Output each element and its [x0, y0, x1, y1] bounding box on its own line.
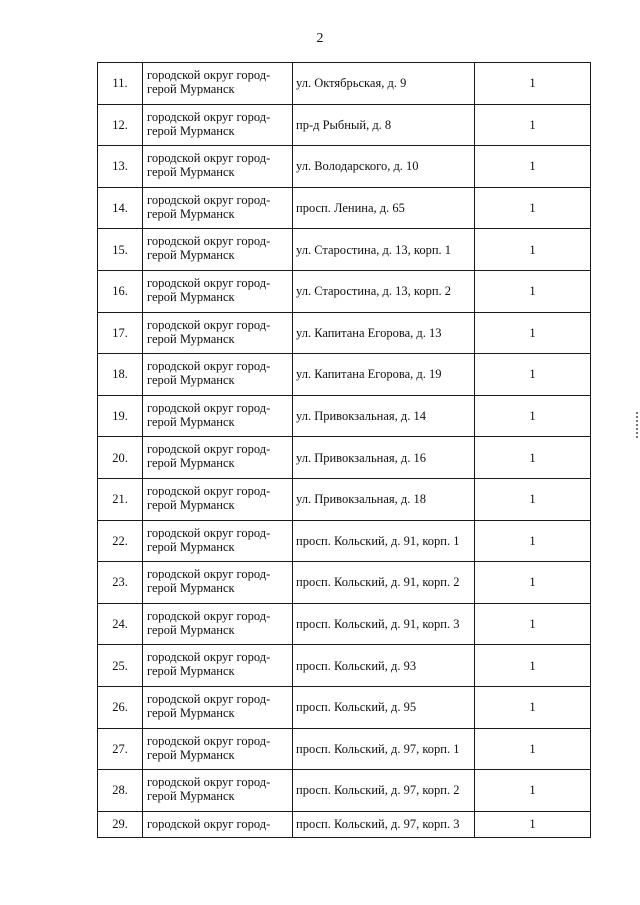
address-text: пр-д Рыбный, д. 8 [296, 117, 392, 132]
table-row [98, 645, 591, 687]
district-cell [143, 686, 293, 728]
district-text: городской округ город- герой Мурманск [147, 442, 271, 471]
district-text: городской округ город- герой Мурманск [147, 317, 271, 346]
row-number-cell [98, 562, 143, 604]
scan-artifact [636, 412, 638, 438]
table-row [98, 437, 591, 479]
table-row [98, 770, 591, 812]
address-text: просп. Кольский, д. 97, корп. 1 [296, 741, 460, 756]
table-row [98, 686, 591, 728]
district-cell [143, 478, 293, 520]
address-text: ул. Капитана Егорова, д. 19 [296, 367, 442, 382]
district-text: городской округ город- герой Мурманск [147, 650, 271, 679]
district-text: городской округ город- герой Мурманск [147, 192, 271, 221]
row-number-cell [98, 645, 143, 687]
address-text: ул. Привокзальная, д. 16 [296, 450, 427, 465]
district-text: городской округ город- герой Мурманск [147, 359, 271, 388]
district-cell [143, 520, 293, 562]
district-text: городской округ город- герой Мурманск [147, 608, 271, 637]
row-number-cell [98, 811, 143, 837]
row-number-cell [98, 354, 143, 396]
district-cell [143, 146, 293, 188]
address-cell [293, 520, 475, 562]
table-row [98, 187, 591, 229]
count-cell [475, 645, 591, 687]
count-cell [475, 728, 591, 770]
address-text: ул. Старостина, д. 13, корп. 2 [296, 284, 452, 299]
table-row [98, 146, 591, 188]
row-number-cell [98, 686, 143, 728]
district-cell [143, 270, 293, 312]
address-text: ул. Привокзальная, д. 14 [296, 409, 427, 424]
count-text: 1 [529, 492, 536, 507]
count-text: 1 [529, 325, 536, 340]
row-number-cell [98, 187, 143, 229]
address-cell [293, 312, 475, 354]
row-number-text: 26. [112, 700, 128, 715]
district-text: городской округ город- герой Мурманск [147, 733, 271, 762]
count-text: 1 [529, 741, 536, 756]
district-text: городской округ город- герой Мурманск [147, 109, 271, 138]
count-text: 1 [529, 575, 536, 590]
district-text: городской округ город- герой Мурманск [147, 275, 271, 304]
table-row [98, 478, 591, 520]
address-text: ул. Старостина, д. 13, корп. 1 [296, 242, 452, 257]
count-text: 1 [529, 658, 536, 673]
row-number-text: 20. [112, 450, 128, 465]
table-row [98, 312, 591, 354]
row-number-cell [98, 437, 143, 479]
table-row [98, 811, 591, 837]
address-cell [293, 811, 475, 837]
row-number-cell [98, 63, 143, 105]
row-number-text: 17. [112, 325, 128, 340]
row-number-cell [98, 146, 143, 188]
row-number-cell [98, 395, 143, 437]
address-cell [293, 63, 475, 105]
district-cell [143, 187, 293, 229]
row-number-cell [98, 478, 143, 520]
address-text: просп. Кольский, д. 95 [296, 700, 417, 715]
table-row [98, 562, 591, 604]
address-cell [293, 603, 475, 645]
count-text: 1 [529, 700, 536, 715]
address-cell [293, 478, 475, 520]
row-number-cell [98, 520, 143, 562]
table-row [98, 270, 591, 312]
count-cell [475, 312, 591, 354]
address-cell [293, 728, 475, 770]
count-cell [475, 63, 591, 105]
address-table-body [98, 63, 591, 838]
count-text: 1 [529, 242, 536, 257]
count-text: 1 [529, 76, 536, 91]
district-cell [143, 645, 293, 687]
row-number-text: 11. [112, 76, 128, 91]
district-text: городской округ город- герой Мурманск [147, 68, 271, 96]
row-number-cell [98, 770, 143, 812]
address-text: ул. Привокзальная, д. 18 [296, 492, 427, 507]
address-table [97, 62, 591, 838]
row-number-text: 19. [112, 409, 128, 424]
address-text: просп. Кольский, д. 93 [296, 658, 417, 673]
address-cell [293, 187, 475, 229]
district-text: городской округ город- герой Мурманск [147, 151, 271, 180]
address-text: просп. Кольский, д. 91, корп. 3 [296, 617, 460, 632]
count-cell [475, 146, 591, 188]
district-cell [143, 562, 293, 604]
row-number-text: 16. [112, 284, 128, 299]
row-number-text: 27. [112, 741, 128, 756]
address-cell [293, 395, 475, 437]
address-text: просп. Кольский, д. 91, корп. 2 [296, 575, 460, 590]
count-cell [475, 686, 591, 728]
district-cell [143, 728, 293, 770]
district-cell [143, 104, 293, 146]
district-text: городской округ город- герой Мурманск [147, 234, 271, 263]
row-number-cell [98, 270, 143, 312]
count-text: 1 [529, 533, 536, 548]
count-cell [475, 562, 591, 604]
count-cell [475, 270, 591, 312]
table-row [98, 728, 591, 770]
count-text: 1 [529, 817, 536, 832]
count-cell [475, 187, 591, 229]
count-text: 1 [529, 783, 536, 798]
row-number-text: 15. [112, 242, 128, 257]
address-text: просп. Кольский, д. 91, корп. 1 [296, 533, 460, 548]
district-cell [143, 770, 293, 812]
address-text: просп. Ленина, д. 65 [296, 201, 405, 216]
row-number-cell [98, 603, 143, 645]
address-cell [293, 270, 475, 312]
table-row [98, 395, 591, 437]
address-cell [293, 104, 475, 146]
count-text: 1 [529, 201, 536, 216]
district-text: городской округ город- герой Мурманск [147, 567, 271, 596]
district-text: городской округ город- герой Мурманск [147, 400, 271, 429]
district-cell [143, 312, 293, 354]
row-number-text: 21. [112, 492, 128, 507]
page-number: 2 [316, 31, 324, 46]
count-cell [475, 229, 591, 271]
row-number-cell [98, 104, 143, 146]
count-cell [475, 811, 591, 837]
row-number-text: 24. [112, 617, 128, 632]
address-cell [293, 645, 475, 687]
count-cell [475, 770, 591, 812]
address-text: просп. Кольский, д. 97, корп. 3 [296, 817, 460, 832]
row-number-text: 23. [112, 575, 128, 590]
count-text: 1 [529, 284, 536, 299]
count-cell [475, 478, 591, 520]
table-row [98, 229, 591, 271]
address-cell [293, 770, 475, 812]
district-cell [143, 395, 293, 437]
table-row [98, 63, 591, 105]
district-cell [143, 811, 293, 837]
count-cell [475, 354, 591, 396]
count-cell [475, 437, 591, 479]
district-cell [143, 229, 293, 271]
address-cell [293, 229, 475, 271]
district-text: городской округ город- герой Мурманск [147, 775, 271, 804]
row-number-text: 25. [112, 658, 128, 673]
address-cell [293, 562, 475, 604]
row-number-text: 29. [112, 817, 128, 832]
district-text: городской округ город- герой Мурманск [147, 483, 271, 512]
address-text: просп. Кольский, д. 97, корп. 2 [296, 783, 460, 798]
row-number-text: 13. [112, 159, 128, 174]
address-cell [293, 686, 475, 728]
district-text: городской округ город- герой Мурманск [147, 525, 271, 554]
table-row [98, 104, 591, 146]
district-text: городской округ город- [147, 817, 271, 832]
district-cell [143, 603, 293, 645]
row-number-text: 28. [112, 783, 128, 798]
count-cell [475, 395, 591, 437]
address-cell [293, 354, 475, 396]
table-row [98, 603, 591, 645]
count-text: 1 [529, 617, 536, 632]
table-row [98, 520, 591, 562]
row-number-text: 12. [112, 117, 128, 132]
count-text: 1 [529, 159, 536, 174]
count-cell [475, 104, 591, 146]
address-cell [293, 437, 475, 479]
row-number-text: 22. [112, 533, 128, 548]
table-row [98, 354, 591, 396]
row-number-cell [98, 229, 143, 271]
row-number-cell [98, 312, 143, 354]
count-text: 1 [529, 450, 536, 465]
address-cell [293, 146, 475, 188]
count-text: 1 [529, 367, 536, 382]
count-text: 1 [529, 409, 536, 424]
row-number-cell [98, 728, 143, 770]
district-cell [143, 437, 293, 479]
district-cell [143, 63, 293, 105]
count-text: 1 [529, 117, 536, 132]
row-number-text: 14. [112, 201, 128, 216]
district-text: городской округ город- герой Мурманск [147, 691, 271, 720]
address-text: ул. Капитана Егорова, д. 13 [296, 325, 442, 340]
row-number-text: 18. [112, 367, 128, 382]
count-cell [475, 603, 591, 645]
address-text: ул. Октябрьская, д. 9 [296, 76, 407, 91]
district-cell [143, 354, 293, 396]
count-cell [475, 520, 591, 562]
address-text: ул. Володарского, д. 10 [296, 159, 419, 174]
